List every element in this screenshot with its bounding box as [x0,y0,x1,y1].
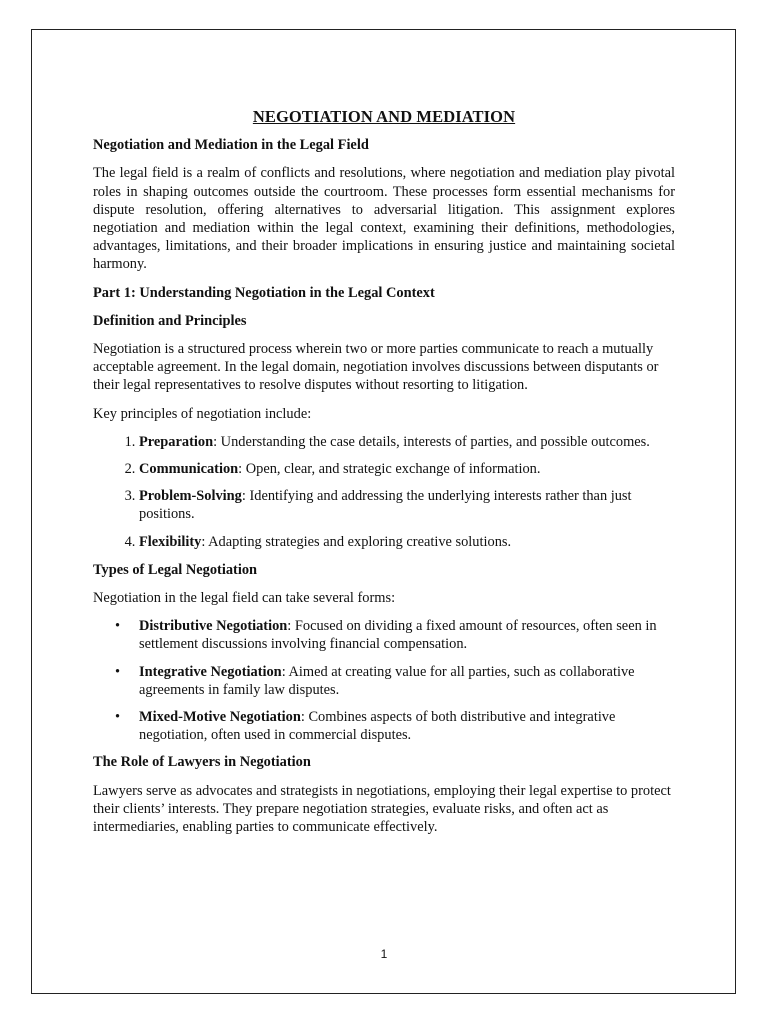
principles-intro: Key principles of negotiation include: [93,405,312,422]
document-title: NEGOTIATION AND MEDIATION [252,107,516,126]
list-item [139,487,675,523]
principle-text: : Open, clear, and strategic exchange of information. [238,461,541,478]
list-item [115,617,675,653]
lawyers-heading: The Role of Lawyers in Negotiation [93,754,311,771]
section-heading: Negotiation and Mediation in the Legal Field [93,137,369,154]
principle-term: Flexibility [139,533,202,550]
principles-list [93,433,675,551]
list-item [115,663,675,699]
types-list [93,617,675,744]
lawyers-paragraph: Lawyers serve as advocates and strategists in negotiations, employing their legal expertise to protect their clients’ interests. They prepare negotiation strategies, evaluate risks, and often act as intermediaries, enabling parties to communicate effectively. [93,782,671,836]
type-text: : Aimed at creating value for all parties, such as collaborative agreements in family law disputes. [139,663,635,698]
type-term: Distributive Negotiation [139,618,288,635]
list-item [139,533,675,551]
part1-heading: Part 1: Understanding Negotiation in the Legal Context [93,284,435,301]
bullet-icon: • [115,618,121,635]
bullet-icon: • [115,663,121,680]
types-intro: Negotiation in the legal field can take several forms: [93,590,396,607]
principle-text: : Understanding the case details, interests of parties, and possible outcomes. [213,433,650,450]
principle-text: : Adapting strategies and exploring creative solutions. [201,533,512,550]
definition-heading: Definition and Principles [93,312,247,329]
definition-paragraph: Negotiation is a structured process wherein two or more parties communicate to reach a mutually acceptable agreement. In the legal domain, negotiation involves discussions between disputants or their legal representatives to resolve disputes without resorting to litigation. [93,341,659,394]
type-text: : Combines aspects of both distributive and integrative negotiation, often used in commercial disputes. [139,709,616,744]
principle-term: Communication [139,461,239,478]
list-item [139,433,675,451]
type-term: Mixed-Motive Negotiation [139,709,301,726]
principle-term: Preparation [139,433,214,450]
type-term: Integrative Negotiation [139,663,282,680]
type-text: : Focused on dividing a fixed amount of resources, often seen in settlement discussions involving financial compensation. [139,618,657,653]
intro-paragraph: The legal field is a realm of conflicts and resolutions, where negotiation and mediation play pivotal roles in shaping outcomes outside the courtroom. These processes form essential mechanisms for dispute resolution, offering alternatives to adversarial litigation. This assignment explores negotiation and mediation within the legal context, examining their definitions, methodologies, advantages, limitations, and their broader implications in ensuring justice and maintaining societal harmony. [93,165,675,273]
list-item [115,708,675,744]
principle-text: : Identifying and addressing the underlying interests rather than just positions. [139,488,632,523]
document-body [93,108,675,846]
principle-term: Problem-Solving [139,488,242,505]
types-heading: Types of Legal Negotiation [93,561,258,578]
bullet-icon: • [115,709,121,726]
list-item [139,460,675,478]
page-number: 1 [380,947,388,961]
